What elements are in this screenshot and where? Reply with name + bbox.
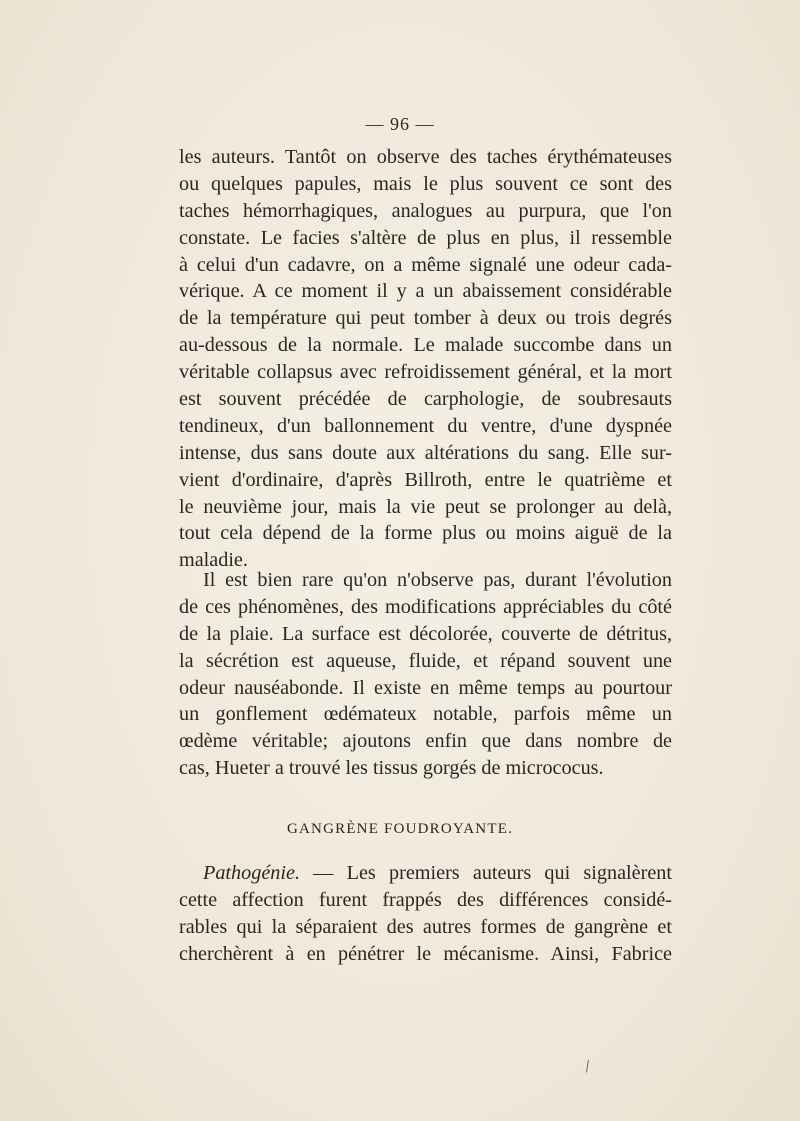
- stray-mark: /: [583, 1055, 592, 1077]
- text-line: vérique. A ce moment il y a un abaissement considérable: [179, 280, 672, 303]
- text-line: les auteurs. Tantôt on observe des taches érythémateuses: [179, 146, 672, 168]
- text-line-rest: — Les premiers auteurs qui signalèrent: [300, 862, 672, 884]
- text-line: à celui d'un cadavre, on a même signalé une odeur cada-: [179, 253, 672, 276]
- text-line: au-dessous de la normale. Le malade succombe dans un: [179, 334, 672, 357]
- text-line: intense, dus sans doute aux altérations du sang. Elle sur-: [179, 441, 672, 464]
- text-line: un gonflement œdémateux notable, parfois même un: [179, 703, 672, 726]
- text-line: cherchèrent à en pénétrer le mécanisme. Ainsi, Fabrice: [179, 942, 672, 965]
- text-line: constate. Le facies s'altère de plus en plus, il ressemble: [179, 226, 672, 249]
- paragraph-2: [179, 567, 672, 782]
- text-line: cette affection furent frappés des différences considé-: [179, 888, 672, 911]
- text-line: ou quelques papules, mais le plus souvent ce sont des: [179, 172, 672, 195]
- subsection-label: Pathogénie.: [203, 862, 300, 884]
- text-line: le neuvième jour, mais la vie peut se prolonger au delà,: [179, 495, 672, 518]
- section-heading: GANGRÈNE FOUDROYANTE.: [286, 821, 514, 837]
- text-line: vient d'ordinaire, d'après Billroth, entre le quatrième et: [179, 468, 672, 491]
- text-line: de la température qui peut tomber à deux ou trois degrés: [179, 307, 672, 330]
- text-line: est souvent précédée de carphologie, de soubresauts: [179, 388, 672, 411]
- text-line: rables qui la séparaient des autres formes de gangrène et: [179, 915, 672, 938]
- text-line: taches hémorrhagiques, analogues au purpura, que l'on: [179, 199, 672, 222]
- text-line-first: [179, 860, 672, 887]
- text-line: la sécrétion est aqueuse, fluide, et répand souvent une: [179, 649, 672, 672]
- text-line: œdème véritable; ajoutons enfin que dans nombre de: [179, 730, 672, 753]
- paragraph-1: [179, 144, 672, 574]
- text-line: de ces phénomènes, des modifications appréciables du côté: [179, 595, 672, 618]
- page-number: — 96 —: [365, 114, 435, 134]
- text-line: cas, Hueter a trouvé les tissus gorgés de micrococus.: [179, 757, 604, 780]
- text-line: tout cela dépend de la forme plus ou moins aiguë de la: [179, 522, 672, 545]
- paragraph-3: [179, 860, 672, 968]
- text-line: maladie.: [179, 549, 248, 572]
- text-line: véritable collapsus avec refroidissement général, et la mort: [179, 361, 672, 384]
- text-line: Il est bien rare qu'on n'observe pas, durant l'évolution: [203, 569, 672, 591]
- text-line: de la plaie. La surface est décolorée, couverte de détritus,: [179, 622, 672, 645]
- text-line: tendineux, d'un ballonnement du ventre, d'une dyspnée: [179, 414, 672, 437]
- text-line: odeur nauséabonde. Il existe en même temps au pourtour: [179, 676, 672, 699]
